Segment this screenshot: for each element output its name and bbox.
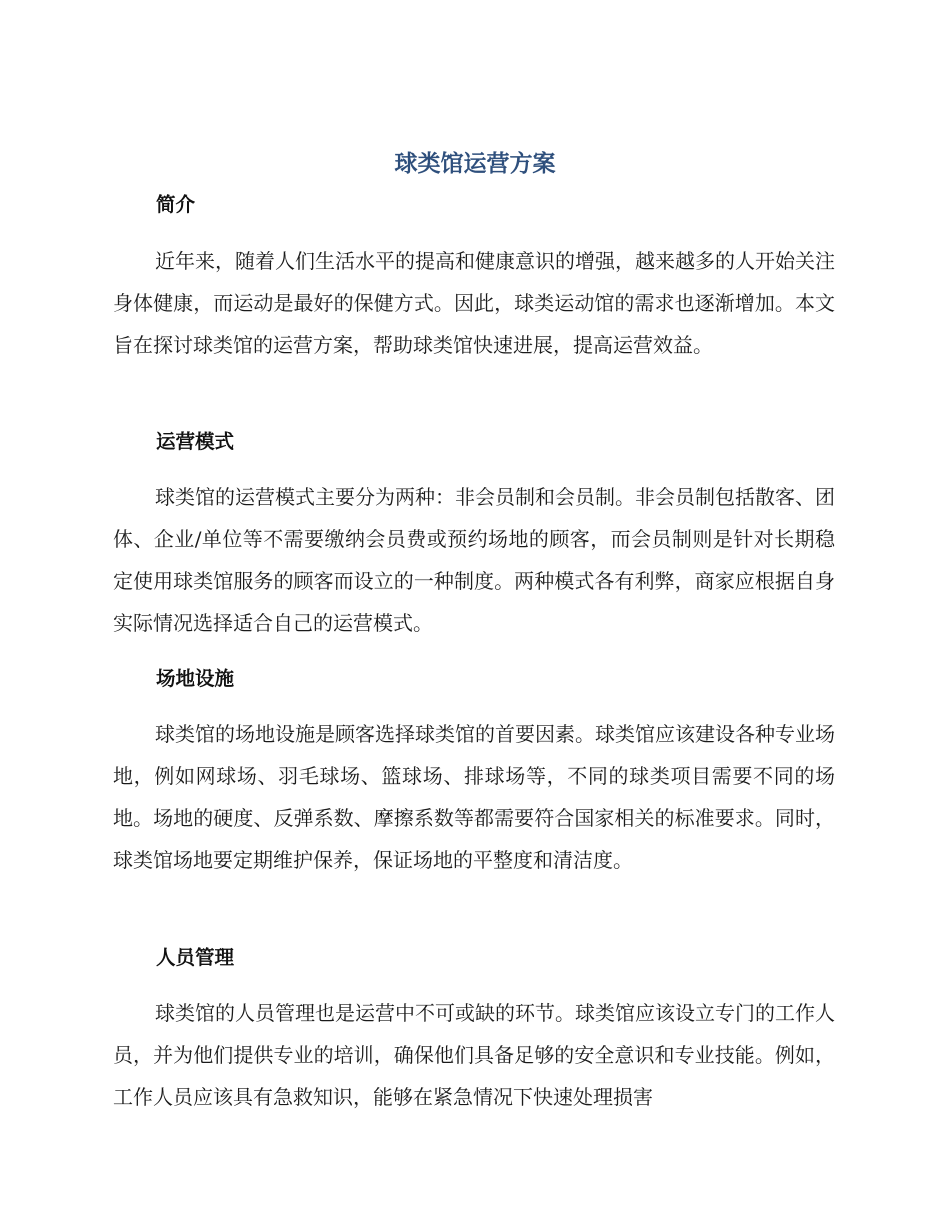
section-paragraph-intro: 近年来，随着人们生活水平的提高和健康意识的增强，越来越多的人开始关注身体健康，而运动是最好的保健方式。因此，球类运动馆的需求也逐渐增加。本文旨在探讨球类馆的运营方案，帮助球类馆快速进展，提高运营效益。: [113, 249, 835, 357]
section-paragraph-operation-mode: 球类馆的运营模式主要分为两种：非会员制和会员制。非会员制包括散客、团体、企业/单位等不需要缴纳会员费或预约场地的顾客，而会员制则是针对长期稳定使用球类馆服务的顾客而设立的一种制度。两种模式各有利弊，商家应根据自身实际情况选择适合自己的运营模式。: [113, 485, 835, 635]
section-paragraph-staff-management: 球类馆的人员管理也是运营中不可或缺的环节。球类馆应该设立专门的工作人员，并为他们提供专业的培训，确保他们具备足够的安全意识和专业技能。例如，工作人员应该具有急救知识，能够在紧急情况下快速处理损害: [113, 1001, 835, 1109]
section-heading-operation-mode: 运营模式: [156, 430, 235, 453]
section-paragraph-facilities: 球类馆的场地设施是顾客选择球类馆的首要因素。球类馆应该建设各种专业场地，例如网球场、羽毛球场、篮球场、排球场等，不同的球类项目需要不同的场地。场地的硬度、反弹系数、摩擦系数等都需要符合国家相关的标准要求。同时，球类馆场地要定期维护保养，保证场地的平整度和清洁度。: [113, 722, 835, 872]
section-heading-staff-management: 人员管理: [156, 946, 235, 969]
section-heading-facilities: 场地设施: [156, 667, 235, 690]
document-title: 球类馆运营方案: [394, 151, 556, 177]
section-heading-intro: 简介: [156, 193, 196, 216]
